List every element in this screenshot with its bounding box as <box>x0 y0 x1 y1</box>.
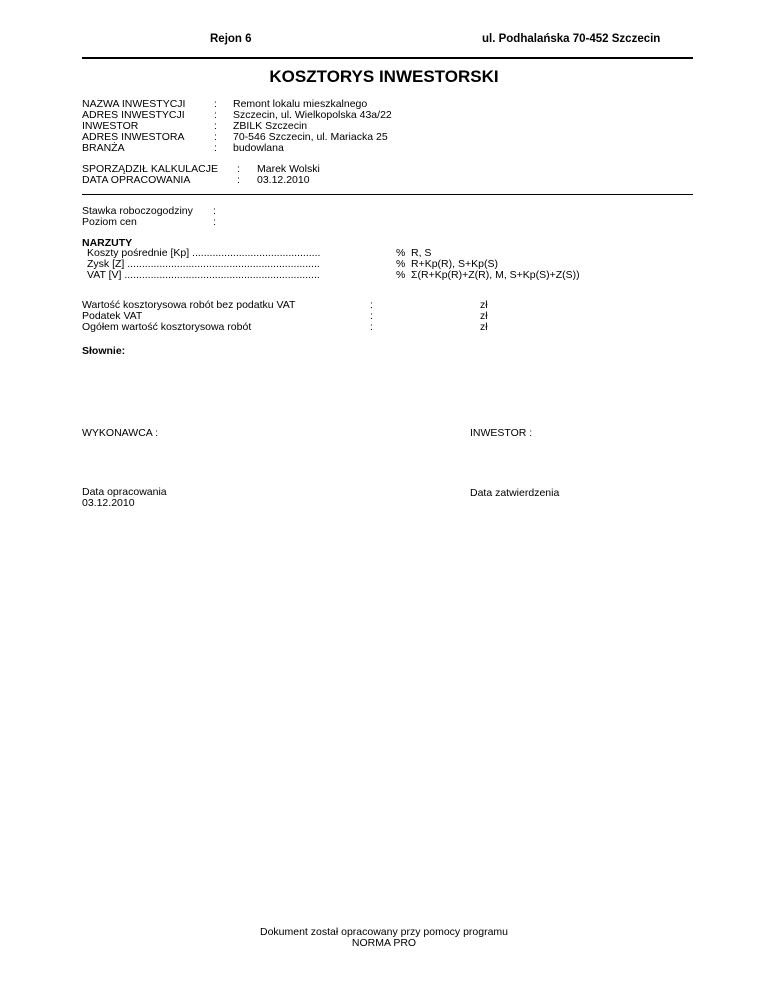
colon: : <box>214 142 217 154</box>
surcharges-heading: NARZUTY <box>82 237 133 249</box>
colon: : <box>370 321 373 333</box>
colon: : <box>370 299 373 311</box>
label-value-net: Wartość kosztorysowa robót bez podatku VAT <box>82 299 296 311</box>
totals-colons <box>370 300 373 333</box>
section-divider <box>82 194 693 195</box>
rates-colons <box>213 206 216 228</box>
basis-profit: R+Kp(R), S+Kp(S) <box>411 258 498 270</box>
label-profit: Zysk [Z] .................................................................. <box>87 258 320 270</box>
currency-unit: zł <box>480 310 488 322</box>
investment-colons <box>214 99 217 154</box>
label-investment-name: NAZWA INWESTYCJI <box>82 98 186 110</box>
colon: : <box>237 163 240 175</box>
colon: : <box>214 120 217 132</box>
colon: : <box>214 98 217 110</box>
prepared-date-block <box>82 487 167 509</box>
currency-unit: zł <box>480 299 488 311</box>
prepared-date-value: 03.12.2010 <box>82 497 135 509</box>
currency-unit: zł <box>480 321 488 333</box>
footer-line-1: Dokument został opracowany przy pomocy programu <box>259 926 509 938</box>
header-region: Rejon 6 <box>210 33 252 45</box>
surcharges-labels <box>87 248 320 281</box>
percent-unit: % <box>396 247 406 259</box>
value-investment-address: Szczecin, ul. Wielkopolska 43a/22 <box>233 109 392 121</box>
label-vat-tax: Podatek VAT <box>82 310 143 322</box>
totals-currency <box>480 300 488 333</box>
colon: : <box>214 109 217 121</box>
surcharges-basis <box>411 248 580 281</box>
value-investment-name: Remont lokalu mieszkalnego <box>233 98 368 110</box>
preparation-colons <box>237 164 240 186</box>
footer <box>0 927 768 949</box>
label-price-level: Poziom cen <box>82 216 137 228</box>
label-value-total: Ogółem wartość kosztorysowa robót <box>82 321 252 333</box>
value-investor: ZBILK Szczecin <box>233 120 308 132</box>
header-address: ul. Podhalańska 70-452 Szczecin <box>482 33 661 45</box>
totals-labels <box>82 300 295 333</box>
label-trade: BRANŻA <box>82 142 125 154</box>
label-indirect-costs: Koszty pośrednie [Kp] ............................................ <box>87 247 321 259</box>
label-investment-address: ADRES INWESTYCJI <box>82 109 185 121</box>
investment-values <box>233 99 392 154</box>
basis-indirect-costs: R, S <box>411 247 432 259</box>
surcharges-units <box>396 248 405 281</box>
footer-line-2: NORMA PRO <box>351 937 417 949</box>
label-hourly-rate: Stawka roboczogodziny <box>82 205 193 217</box>
value-trade: budowlana <box>233 142 284 154</box>
colon: : <box>214 131 217 143</box>
value-investor-address: 70-546 Szczecin, ul. Mariacka 25 <box>233 131 388 143</box>
colon: : <box>370 310 373 322</box>
label-prepared-by: SPORZĄDZIŁ KALKULACJE <box>82 163 218 175</box>
prepared-date-label: Data opracowania <box>82 486 167 498</box>
approval-date-label: Data zatwierdzenia <box>470 487 560 499</box>
preparation-values <box>257 164 320 186</box>
percent-unit: % <box>396 258 406 270</box>
document-title: KOSZTORYS INWESTORSKI <box>269 67 499 86</box>
colon: : <box>213 205 216 217</box>
value-prepared-by: Marek Wolski <box>257 163 320 175</box>
contractor-label: WYKONAWCA : <box>82 427 159 439</box>
investment-labels <box>82 99 185 154</box>
colon: : <box>213 216 216 228</box>
in-words-label: Słownie: <box>82 345 126 357</box>
label-investor-address: ADRES INWESTORA <box>82 131 185 143</box>
label-vat: VAT [V] ................................................................... <box>87 269 320 281</box>
investor-label: INWESTOR : <box>470 427 533 439</box>
basis-vat: Σ(R+Kp(R)+Z(R), M, S+Kp(S)+Z(S)) <box>411 269 580 281</box>
label-preparation-date: DATA OPRACOWANIA <box>82 174 191 186</box>
label-investor: INWESTOR <box>82 120 139 132</box>
preparation-labels <box>82 164 218 186</box>
header-divider <box>82 57 693 59</box>
rates-labels <box>82 206 193 228</box>
value-preparation-date: 03.12.2010 <box>257 174 310 186</box>
colon: : <box>237 174 240 186</box>
percent-unit: % <box>396 269 406 281</box>
